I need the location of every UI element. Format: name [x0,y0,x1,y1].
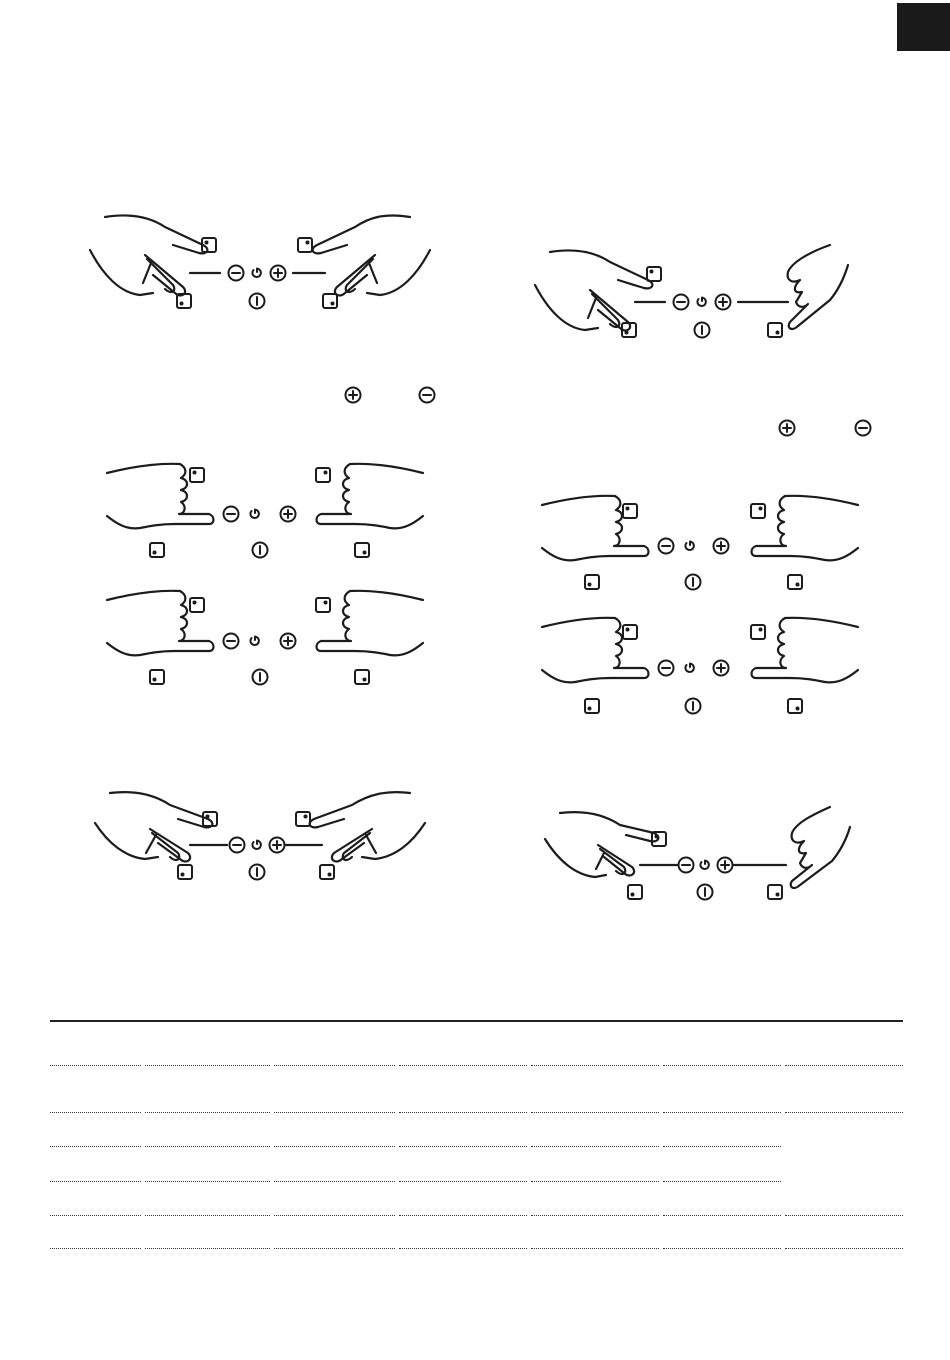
table-cell [274,1065,395,1066]
table-cell [785,1215,903,1216]
table-cell [274,1215,395,1216]
table-cell [531,1248,659,1249]
figure-two-finger-left-one-finger-right [530,240,860,345]
table-cell [785,1248,903,1249]
table-cell [274,1181,395,1182]
table-cell [50,1215,141,1216]
table-cell [145,1215,270,1216]
figure-fist-press-both-keys-1 [105,458,425,563]
plus-circle-icon [343,385,363,405]
table-cell [663,1215,781,1216]
table-cell [663,1065,781,1066]
table-cell [399,1181,527,1182]
table-cell [50,1146,141,1147]
figure-two-finger-left-one-finger-right-bottom [540,805,860,905]
table-cell [274,1248,395,1249]
table-cell [399,1248,527,1249]
page-tab-marker [897,3,950,51]
table-cell [663,1181,781,1182]
figure-fist-press-both-keys-2 [105,585,425,690]
minus-circle-icon [853,418,873,438]
table-cell [399,1112,527,1113]
table-cell [50,1112,141,1113]
table-cell [531,1112,659,1113]
table-cell [145,1248,270,1249]
table-cell [531,1065,659,1066]
table-cell [399,1215,527,1216]
table-cell [145,1181,270,1182]
table-top-rule [50,1020,903,1022]
table-cell [399,1146,527,1147]
table-cell [785,1065,903,1066]
table-cell [531,1215,659,1216]
table-cell [531,1181,659,1182]
table-cell [663,1146,781,1147]
minus-circle-icon [417,385,437,405]
table-cell [50,1248,141,1249]
table-cell [145,1112,270,1113]
table-cell [50,1065,141,1066]
table-cell [785,1112,903,1113]
figure-fist-press-both-keys-3 [540,490,860,595]
table-cell [145,1146,270,1147]
table-cell [50,1181,141,1182]
plus-circle-icon [777,418,797,438]
figure-two-finger-both-hands [85,205,435,315]
table-cell [274,1146,395,1147]
figure-two-finger-both-hands-bottom [90,785,430,885]
table-cell [531,1146,659,1147]
table-cell [274,1112,395,1113]
figure-fist-press-both-keys-4 [540,612,860,717]
table-cell [399,1065,527,1066]
table-cell [145,1065,270,1066]
table-cell [663,1112,781,1113]
table-cell [663,1248,781,1249]
